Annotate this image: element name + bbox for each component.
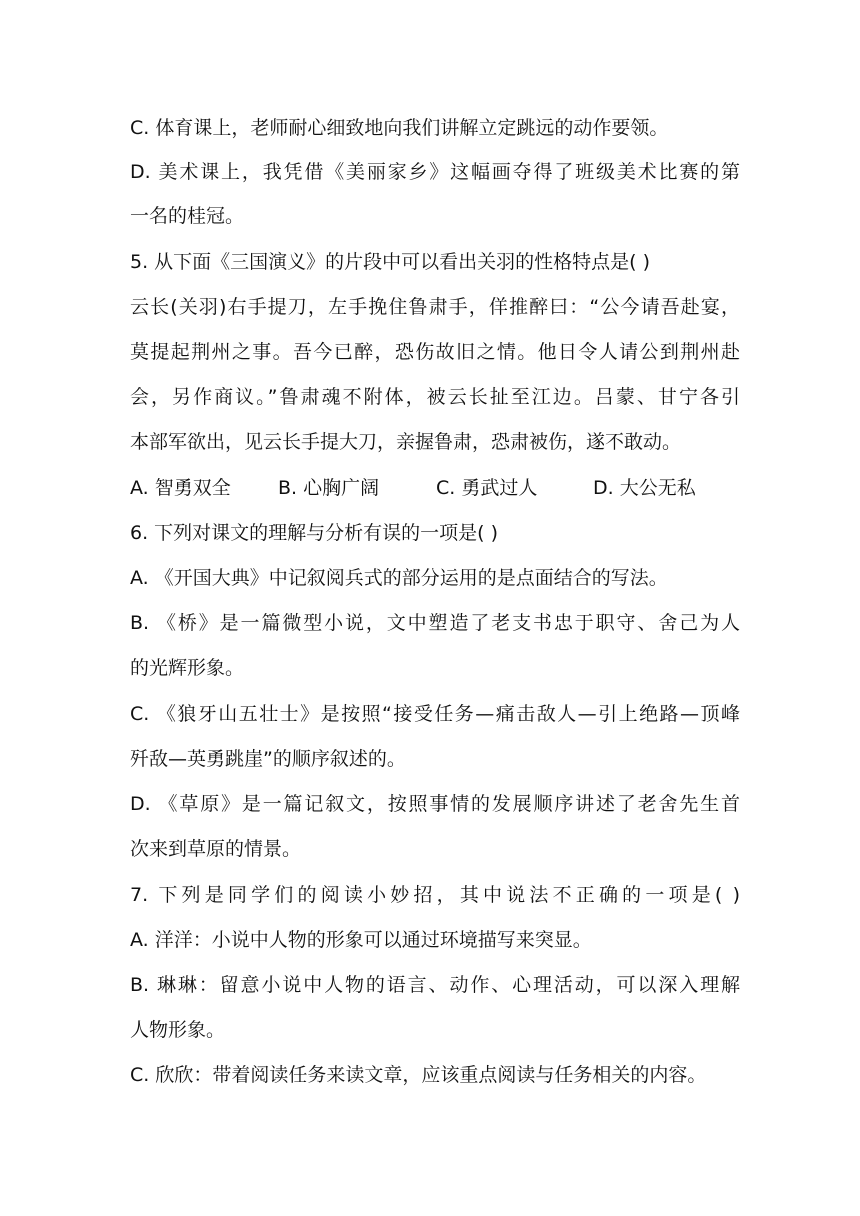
q5-passage-line-3: 会，另作商议。”鲁肃魂不附体，被云长扯至江边。吕蒙、甘宁各引	[130, 386, 740, 408]
q7-option-b-cont: 人物形象。	[130, 1019, 226, 1041]
q5-option-b: B. 心胸广阔	[278, 477, 380, 499]
q6-option-d-cont: 次来到草原的情景。	[130, 838, 302, 860]
q5-passage-line-4: 本部军欲出，见云长手提大刀，亲握鲁肃，恐肃被伤，遂不敢动。	[130, 431, 682, 453]
q5-option-d: D. 大公无私	[593, 477, 696, 499]
q4-option-d: D. 美术课上，我凭借《美丽家乡》这幅画夺得了班级美术比赛的第	[130, 161, 740, 183]
q6-option-c-cont: 歼敌—英勇跳崖”的顺序叙述的。	[130, 748, 406, 770]
q5-passage-line-2: 莫提起荆州之事。吾今已醉，恐伤故旧之情。他日令人请公到荆州赴	[130, 341, 740, 363]
q4-option-d-cont: 一名的桂冠。	[130, 205, 245, 227]
q7-option-c: C. 欣欣：带着阅读任务来读文章，应该重点阅读与任务相关的内容。	[130, 1064, 707, 1086]
q5-option-a: A. 智勇双全	[130, 477, 231, 499]
q6-option-b-cont: 的光辉形象。	[130, 657, 245, 679]
q7-question: 7. 下列是同学们的阅读小妙招，其中说法不正确的一项是( )	[130, 884, 740, 906]
q6-option-a: A. 《开国大典》中记叙阅兵式的部分运用的是点面结合的写法。	[130, 567, 668, 589]
q5-option-c: C. 勇武过人	[436, 477, 538, 499]
q6-option-b: B. 《桥》是一篇微型小说，文中塑造了老支书忠于职守、舍己为人	[130, 612, 740, 634]
q5-options	[130, 474, 740, 502]
q7-option-b: B. 琳琳：留意小说中人物的语言、动作、心理活动，可以深入理解	[130, 974, 740, 996]
q6-option-d: D. 《草原》是一篇记叙文，按照事情的发展顺序讲述了老舍先生首	[130, 793, 740, 815]
q5-passage-line-1: 云长(关羽)右手提刀，左手挽住鲁肃手，佯推醉曰：“公今请吾赴宴，	[130, 296, 740, 318]
q7-option-a: A. 洋洋：小说中人物的形象可以通过环境描写来突显。	[130, 929, 592, 951]
q4-option-c: C. 体育课上，老师耐心细致地向我们讲解立定跳远的动作要领。	[130, 117, 669, 139]
q6-question: 6. 下列对课文的理解与分析有误的一项是( )	[130, 522, 499, 544]
q6-option-c: C. 《狼牙山五壮士》是按照“接受任务—痛击敌人—引上绝路—顶峰	[130, 703, 740, 725]
q5-question: 5. 从下面《三国演义》的片段中可以看出关羽的性格特点是( )	[130, 251, 651, 273]
